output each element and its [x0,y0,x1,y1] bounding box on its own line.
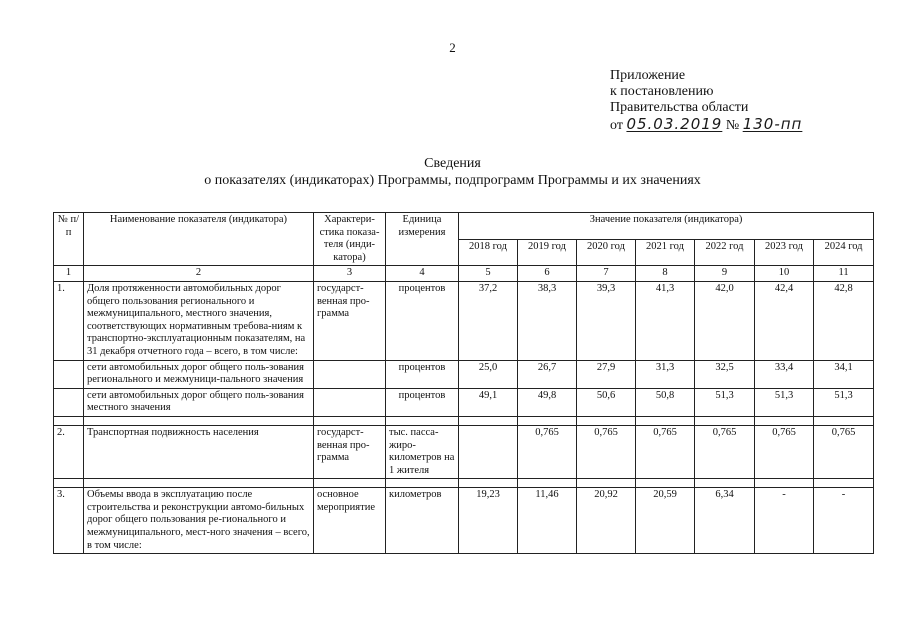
row-num: 2. [54,425,84,478]
title-line-1: Сведения [424,156,481,171]
header-name: Наименование показателя (индикатора) [84,213,314,266]
column-number: 1 [54,266,84,282]
row-num: 3. [54,488,84,554]
date-prefix: от [610,118,623,133]
table-row [54,488,874,554]
row-value: 32,5 [695,360,755,388]
row-value: 0,765 [577,425,636,478]
row-value: 51,3 [814,388,874,416]
row-characteristic: государст-венная про-грамма [314,425,386,478]
row-name: Транспортная подвижность населения [84,425,314,478]
column-number-row [54,266,874,282]
row-num [54,360,84,388]
row-characteristic [314,388,386,416]
header-unit: Единица измерения [386,213,459,266]
row-value: 42,8 [814,281,874,360]
header-year: 2021 год [636,239,695,266]
column-number: 3 [314,266,386,282]
row-separator [54,479,874,488]
row-unit: тыс. пасса-жиро-километров на 1 жителя [386,425,459,478]
row-value: - [755,488,814,554]
row-value: 0,765 [695,425,755,478]
column-number: 8 [636,266,695,282]
row-characteristic: основное мероприятие [314,488,386,554]
column-number: 10 [755,266,814,282]
column-number: 4 [386,266,459,282]
row-name: Объемы ввода в эксплуатацию после строительства и реконструкции автомо-бильных дорог общего пользования ре-гионального и межмуниципального, мест-ного значения – всего, в том числе: [84,488,314,554]
header-year: 2024 год [814,239,874,266]
number-sign: № [725,118,740,133]
row-value: 20,59 [636,488,695,554]
appendix-date-line [610,116,802,134]
row-value: - [814,488,874,554]
appendix-line-1: Приложение [610,68,686,83]
number-handwritten: 130-пп [742,115,803,133]
row-unit: процентов [386,388,459,416]
row-value: 27,9 [577,360,636,388]
row-num: 1. [54,281,84,360]
row-characteristic [314,360,386,388]
column-number: 6 [518,266,577,282]
row-name: сети автомобильных дорог общего поль-зования местного значения [84,388,314,416]
row-name: сети автомобильных дорог общего поль-зования регионального и межмуници-пального значения [84,360,314,388]
header-year: 2022 год [695,239,755,266]
row-value: 49,1 [459,388,518,416]
row-value: 37,2 [459,281,518,360]
header-year: 2019 год [518,239,577,266]
row-unit: процентов [386,281,459,360]
row-value: 11,46 [518,488,577,554]
row-separator [54,416,874,425]
header-characteristic: Характери-стика показа-теля (инди-катора) [314,213,386,266]
row-value: 25,0 [459,360,518,388]
appendix-line-2: к постановлению [610,84,714,99]
column-number: 11 [814,266,874,282]
row-value: 50,8 [636,388,695,416]
row-name: Доля протяженности автомобильных дорог общего пользования регионального и межмуниципального, местного значения, соответствующих нормативным требова-ниям к транспортно-эксплуатационным показателям, на 31 декабря отчетного года – всего, в том числе: [84,281,314,360]
row-value: 50,6 [577,388,636,416]
row-value: 33,4 [755,360,814,388]
row-value: 31,3 [636,360,695,388]
row-value: 19,23 [459,488,518,554]
row-characteristic: государст-венная про-грамма [314,281,386,360]
table-row [54,360,874,388]
table-row [54,388,874,416]
row-value: 51,3 [755,388,814,416]
row-value: 26,7 [518,360,577,388]
header-year: 2018 год [459,239,518,266]
row-unit: процентов [386,360,459,388]
row-value: 41,3 [636,281,695,360]
row-value: 0,765 [814,425,874,478]
row-value: 20,92 [577,488,636,554]
table-row [54,425,874,478]
header-year: 2020 год [577,239,636,266]
column-number: 7 [577,266,636,282]
row-value: 42,0 [695,281,755,360]
date-handwritten: 05.03.2019 [626,115,723,133]
column-number: 2 [84,266,314,282]
header-year: 2023 год [755,239,814,266]
row-num [54,388,84,416]
appendix-line-3: Правительства области [610,100,749,115]
row-value: 39,3 [577,281,636,360]
row-value: 0,765 [518,425,577,478]
indicators-table [53,212,874,554]
page-number: 2 [449,40,456,55]
title-line-2: о показателях (индикаторах) Программы, подпрограмм Программы и их значениях [204,173,701,188]
header-values: Значение показателя (индикатора) [459,213,874,240]
header-num: № п/п [54,213,84,266]
row-value: 6,34 [695,488,755,554]
row-value: 49,8 [518,388,577,416]
row-value: 34,1 [814,360,874,388]
appendix-block [610,68,802,134]
row-value: 0,765 [636,425,695,478]
row-value: 51,3 [695,388,755,416]
row-value: 42,4 [755,281,814,360]
column-number: 9 [695,266,755,282]
column-number: 5 [459,266,518,282]
row-value [459,425,518,478]
row-value: 38,3 [518,281,577,360]
row-value: 0,765 [755,425,814,478]
document-title [0,155,905,189]
row-unit: километров [386,488,459,554]
table-row [54,281,874,360]
